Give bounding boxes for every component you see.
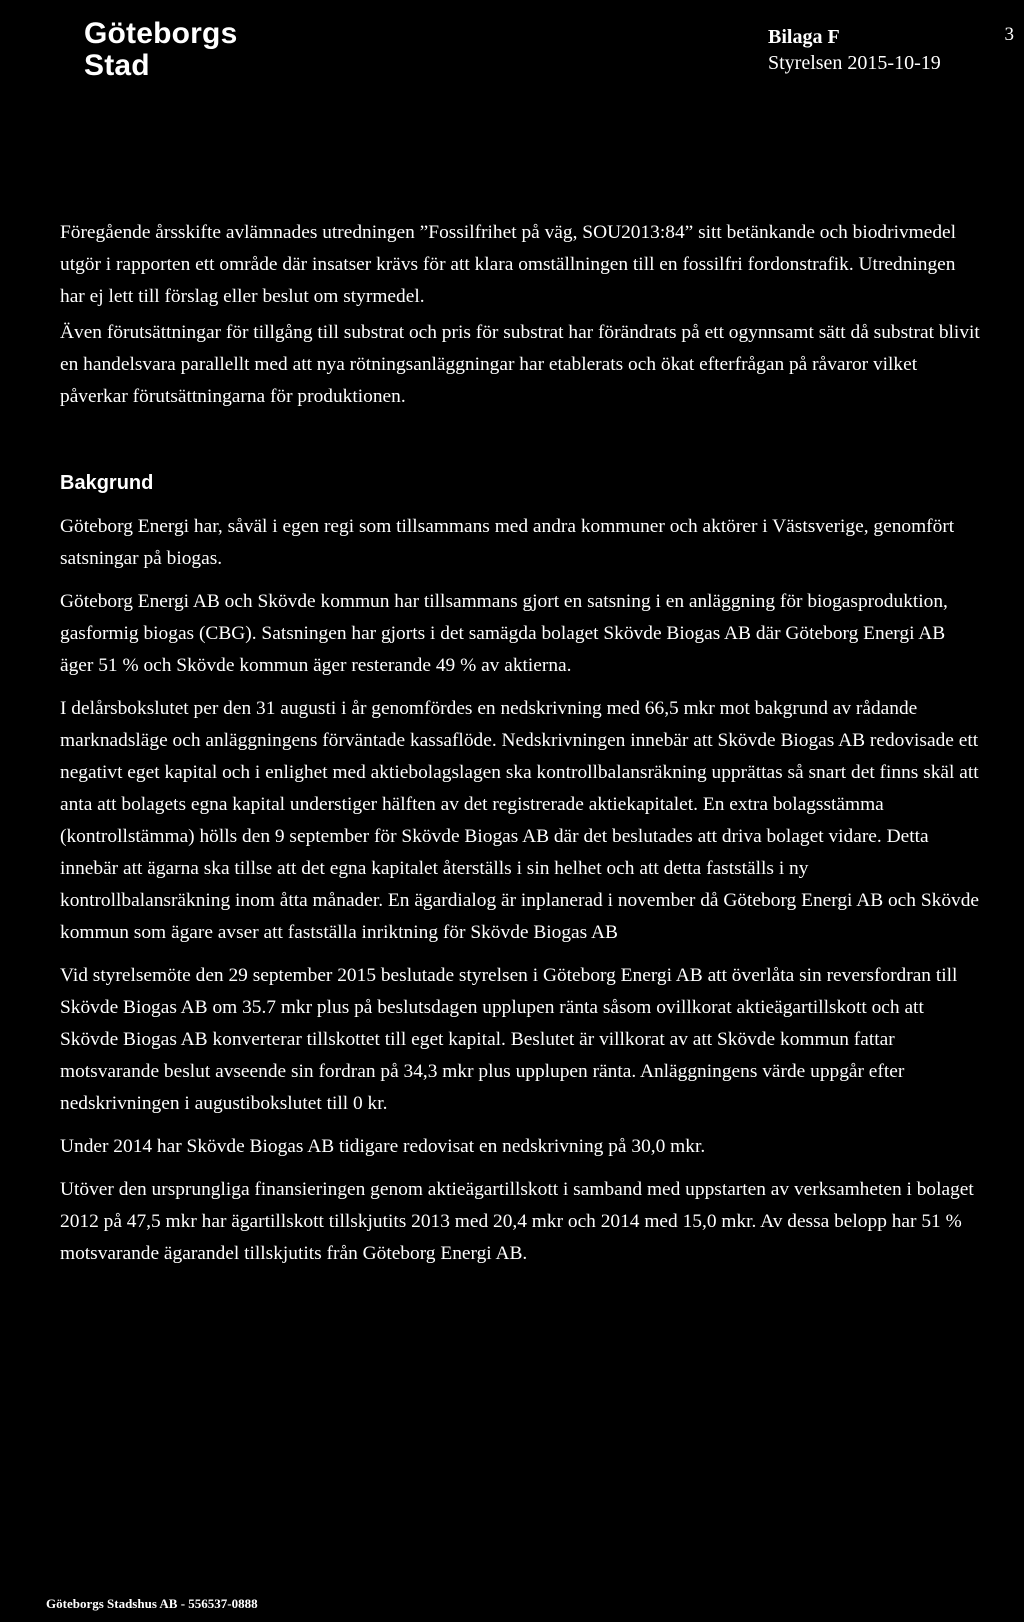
paragraph-biogas-intro: Göteborg Energi har, såväl i egen regi som tillsammans med andra kommuner och aktörer i Västsverige, genomfört satsningar på biogas. bbox=[60, 516, 955, 569]
paragraph-board-decision: Vid styrelsemöte den 29 september 2015 beslutade styrelsen i Göteborg Energi AB att överlåta sin reversfordran till Skövde Biogas AB om 35.7 mkr plus på beslutsdagen upplupen ränta såsom ovillkorat aktieägartillskott och att Skövde Biogas AB konverterar tillskottet till eget kapital. Beslutet är villkorat av att Skövde kommun fattar motsvarande beslut avseende sin fordran på 34,3 mkr plus upplupen ränta. Anläggningens värde uppgår efter nedskrivningen i augustibokslutet till 0 kr. bbox=[60, 965, 958, 1114]
city-logo bbox=[84, 18, 237, 82]
paragraph-substrate: Även förutsättningar för tillgång till substrat och pris för substrat har förändrats på ett ogynnsamt sätt då substrat blivit en handelsvara parallellt med att nya rötningsanläggningar har etablerats och ökat efterfrågan på råvaror vilket påverkar förutsättningarna för produktionen. bbox=[60, 322, 980, 407]
paragraph-fossil-free: Föregående årsskifte avlämnades utredningen ”Fossilfrihet på väg, SOU2013:84” sitt betänkande och biodrivmedel utgör i rapporten ett område där insatser krävs för att klara omställningen till en fossilfri fordonstrafik. Utredningen har ej lett till förslag eller beslut om styrmedel. bbox=[60, 222, 957, 307]
paragraph-writedown: I delårsbokslutet per den 31 augusti i år genomfördes en nedskrivning med 66,5 mkr mot bakgrund av rådande marknadsläge och anläggningens förväntade kassaflöde. Nedskrivningen innebär att Skövde Biogas AB redovisade ett negativt eget kapital och i enlighet med aktiebolagslagen ska kontrollbalansräkning upprättas så snart det finns skäl att anta att bolagets egna kapital understiger hälften av det registrerade aktiekapitalet. En extra bolagsstämma (kontrollstämma) hölls den 9 september för Skövde Biogas AB där det beslutades att driva bolaget vidare. Detta innebär att ägarna ska tillse att det egna kapitalet återställs i sin helhet och att detta fastställs i ny kontrollbalansräkning inom åtta månader. En ägardialog är inplanerad i november då Göteborg Energi AB och Skövde kommun som ägare avser att fastställa inriktning för Skövde Biogas AB bbox=[60, 698, 980, 943]
paragraph-2014-writedown: Under 2014 har Skövde Biogas AB tidigare redovisat en nedskrivning på 30,0 mkr. bbox=[60, 1136, 706, 1157]
document-meta bbox=[768, 24, 941, 76]
document-body bbox=[60, 217, 980, 1281]
page-header bbox=[0, 12, 1024, 92]
section-heading: Bakgrund bbox=[60, 472, 154, 494]
paragraph-financing: Utöver den ursprungliga finansieringen genom aktieägartillskott i samband med uppstarten av verksamheten i bolaget 2012 på 47,5 mkr har ägartillskott tillskjutits 2013 med 20,4 mkr och 2014 med 15,0 mkr. Av dessa belopp har 51 % motsvarande ägarandel tillskjutits från Göteborg Energi AB. bbox=[60, 1179, 974, 1264]
page-number: 3 bbox=[1004, 24, 1014, 45]
paragraph-skovde-plant: Göteborg Energi AB och Skövde kommun har tillsammans gjort en satsning i en anläggning för biogasproduktion, gasformig biogas (CBG). Satsningen har gjorts i det samägda bolaget Skövde Biogas AB där Göteborg Energi AB äger 51 % och Skövde kommun äger resterande 49 % av aktierna. bbox=[60, 591, 948, 676]
logo-line-1: Göteborgs bbox=[84, 17, 238, 50]
page-footer: Göteborgs Stadshus AB - 556537-0888 bbox=[46, 1596, 258, 1611]
logo-line-2: Stad bbox=[84, 49, 150, 82]
appendix-label: Bilaga F bbox=[768, 26, 840, 48]
meeting-date: Styrelsen 2015-10-19 bbox=[768, 52, 941, 74]
